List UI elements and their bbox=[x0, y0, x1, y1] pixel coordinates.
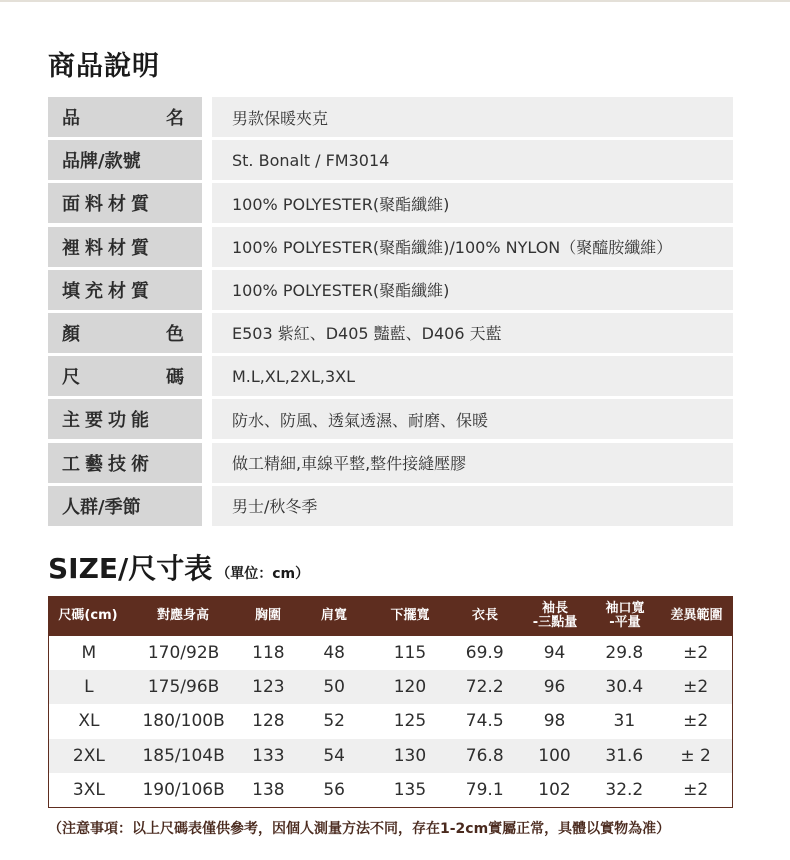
spec-key: 填充材質 bbox=[48, 270, 202, 310]
size-header-cell bbox=[298, 596, 370, 636]
table-cell: 69.9 bbox=[465, 643, 504, 664]
table-cell: 130 bbox=[393, 745, 427, 766]
size-header-label bbox=[321, 609, 347, 623]
size-chart-table bbox=[48, 596, 733, 808]
spec-key bbox=[48, 313, 202, 353]
size-header-line: 胸圍 bbox=[254, 608, 281, 623]
size-header-line: 對應身高 bbox=[156, 608, 209, 623]
table-cell: 135 bbox=[393, 779, 427, 800]
table-cell: 48 bbox=[323, 643, 345, 664]
spec-key: 工藝技術 bbox=[48, 443, 202, 483]
spec-value: 男士/秋冬季 bbox=[212, 486, 733, 526]
table-cell: 31 bbox=[613, 711, 636, 732]
table-cell: 123 bbox=[252, 677, 285, 698]
spec-value: E503 紫紅、D405 豔藍、D406 天藍 bbox=[212, 313, 733, 353]
table-cell: 190/106B bbox=[142, 779, 225, 800]
table-cell: 120 bbox=[393, 677, 427, 698]
size-chart-body bbox=[48, 636, 733, 808]
table-cell: 76.8 bbox=[465, 745, 504, 766]
size-header-label bbox=[390, 609, 429, 623]
table-cell: ± 2 bbox=[680, 745, 711, 766]
spec-key: 品牌/款號 bbox=[48, 140, 202, 180]
table-cell: 138 bbox=[252, 779, 285, 800]
size-header-line: 差異範圍 bbox=[670, 608, 723, 623]
table-cell: 52 bbox=[323, 711, 345, 732]
spec-row-name bbox=[48, 97, 733, 137]
table-cell: 170/92B bbox=[147, 643, 220, 664]
size-header-line: 袖口寬 bbox=[605, 601, 645, 616]
table-row bbox=[49, 670, 732, 704]
product-description-title: 商品說明 bbox=[48, 51, 160, 82]
spec-key-part: 顏 bbox=[62, 323, 80, 345]
size-header-cell bbox=[238, 596, 298, 636]
table-cell: 29.8 bbox=[605, 643, 644, 664]
size-chart-unit: （單位：cm） bbox=[216, 566, 310, 582]
table-cell: 3XL bbox=[72, 779, 105, 800]
size-header-cell bbox=[660, 596, 733, 636]
size-header-line: -平量 bbox=[609, 615, 641, 630]
table-cell: 128 bbox=[252, 711, 285, 732]
table-cell: 56 bbox=[323, 779, 345, 800]
size-header-label bbox=[533, 602, 577, 630]
spec-row-color bbox=[48, 313, 733, 353]
table-cell: 185/104B bbox=[142, 745, 225, 766]
table-cell: 118 bbox=[252, 643, 285, 664]
spec-value: 男款保暖夾克 bbox=[212, 97, 733, 137]
table-cell: 115 bbox=[393, 643, 427, 664]
table-cell: 100 bbox=[538, 745, 571, 766]
table-cell: ±2 bbox=[683, 779, 709, 800]
table-cell: 72.2 bbox=[465, 677, 504, 698]
spec-key-part: 色 bbox=[166, 323, 184, 345]
size-header-cell bbox=[520, 596, 590, 636]
size-header-label bbox=[255, 609, 281, 623]
table-cell: 102 bbox=[538, 779, 571, 800]
size-header-label bbox=[157, 609, 209, 623]
table-cell: ±2 bbox=[683, 643, 709, 664]
size-header-cell bbox=[590, 596, 660, 636]
size-header-label bbox=[605, 602, 644, 630]
table-cell: 125 bbox=[393, 711, 427, 732]
spec-key bbox=[48, 356, 202, 396]
table-cell: M bbox=[81, 643, 97, 664]
table-cell: 74.5 bbox=[465, 711, 504, 732]
table-cell: 32.2 bbox=[605, 779, 644, 800]
spec-value: 防水、防風、透氣透濕、耐磨、保暖 bbox=[212, 399, 733, 439]
size-header-line: 衣長 bbox=[471, 608, 498, 623]
spec-row-brand bbox=[48, 140, 733, 180]
spec-value: St. Bonalt / FM3014 bbox=[212, 140, 733, 180]
table-cell: 31.6 bbox=[605, 745, 644, 766]
size-header-line: 下擺寬 bbox=[390, 608, 430, 623]
size-header-label bbox=[472, 609, 498, 623]
table-row bbox=[49, 739, 732, 773]
spec-key bbox=[48, 97, 202, 137]
table-cell: 175/96B bbox=[147, 677, 220, 698]
spec-key-part: 名 bbox=[166, 108, 184, 129]
table-cell: 30.4 bbox=[605, 677, 644, 698]
spec-key-part: 碼 bbox=[166, 367, 184, 389]
table-cell: 96 bbox=[543, 677, 566, 698]
spec-row-filling bbox=[48, 270, 733, 310]
size-header-label bbox=[670, 609, 722, 623]
size-header-line: -三點量 bbox=[532, 615, 578, 630]
spec-value: 做工精細,車線平整,整件接縫壓膠 bbox=[212, 443, 733, 483]
size-header-line: 尺碼(cm) bbox=[58, 608, 118, 623]
spec-value: 100% POLYESTER(聚酯纖維) bbox=[212, 183, 733, 223]
spec-row-lining bbox=[48, 227, 733, 267]
spec-row-shell-fabric bbox=[48, 183, 733, 223]
spec-key-part: 品 bbox=[62, 108, 80, 129]
table-cell: 94 bbox=[543, 643, 566, 664]
table-row bbox=[49, 704, 732, 738]
table-cell: L bbox=[84, 677, 94, 698]
spec-row-audience bbox=[48, 486, 733, 526]
table-cell: ±2 bbox=[683, 677, 709, 698]
spec-key: 面料材質 bbox=[48, 183, 202, 223]
spec-value: 100% POLYESTER(聚酯纖維) bbox=[212, 270, 733, 310]
size-chart-title bbox=[48, 547, 309, 587]
size-header-label bbox=[58, 609, 117, 623]
table-cell: 133 bbox=[252, 745, 285, 766]
size-header-cell bbox=[48, 596, 128, 636]
spec-row-craft bbox=[48, 443, 733, 483]
spec-key: 主要功能 bbox=[48, 399, 202, 439]
spec-key-part: 尺 bbox=[62, 367, 80, 389]
top-divider bbox=[0, 0, 790, 2]
disclaimer-note: （注意事項：以上尺碼表僅供參考，因個人測量方法不同，存在1-2cm實屬正常，具體以實物為准） bbox=[48, 821, 671, 837]
spec-value: 100% POLYESTER(聚酯纖維)/100% NYLON（聚醯胺纖維） bbox=[212, 227, 733, 267]
table-cell: 50 bbox=[323, 677, 345, 698]
size-chart-header bbox=[48, 596, 733, 636]
table-cell: XL bbox=[78, 711, 100, 732]
size-chart-title-text: SIZE/尺寸表 bbox=[48, 552, 213, 585]
table-cell: 54 bbox=[323, 745, 345, 766]
size-header-line: 袖長 bbox=[541, 601, 568, 616]
table-cell: 180/100B bbox=[142, 711, 225, 732]
product-spec-table bbox=[48, 97, 733, 529]
size-header-cell bbox=[450, 596, 520, 636]
table-row bbox=[49, 773, 732, 807]
spec-key: 人群/季節 bbox=[48, 486, 202, 526]
spec-key: 裡料材質 bbox=[48, 227, 202, 267]
size-header-line: 肩寬 bbox=[320, 608, 347, 623]
table-row bbox=[49, 636, 732, 670]
size-header-cell bbox=[370, 596, 450, 636]
table-cell: 2XL bbox=[72, 745, 105, 766]
spec-value: M.L,XL,2XL,3XL bbox=[212, 356, 733, 396]
table-cell: ±2 bbox=[683, 711, 709, 732]
spec-row-functions bbox=[48, 399, 733, 439]
table-cell: 98 bbox=[543, 711, 566, 732]
table-cell: 79.1 bbox=[465, 779, 504, 800]
size-header-cell bbox=[128, 596, 238, 636]
spec-row-size bbox=[48, 356, 733, 396]
